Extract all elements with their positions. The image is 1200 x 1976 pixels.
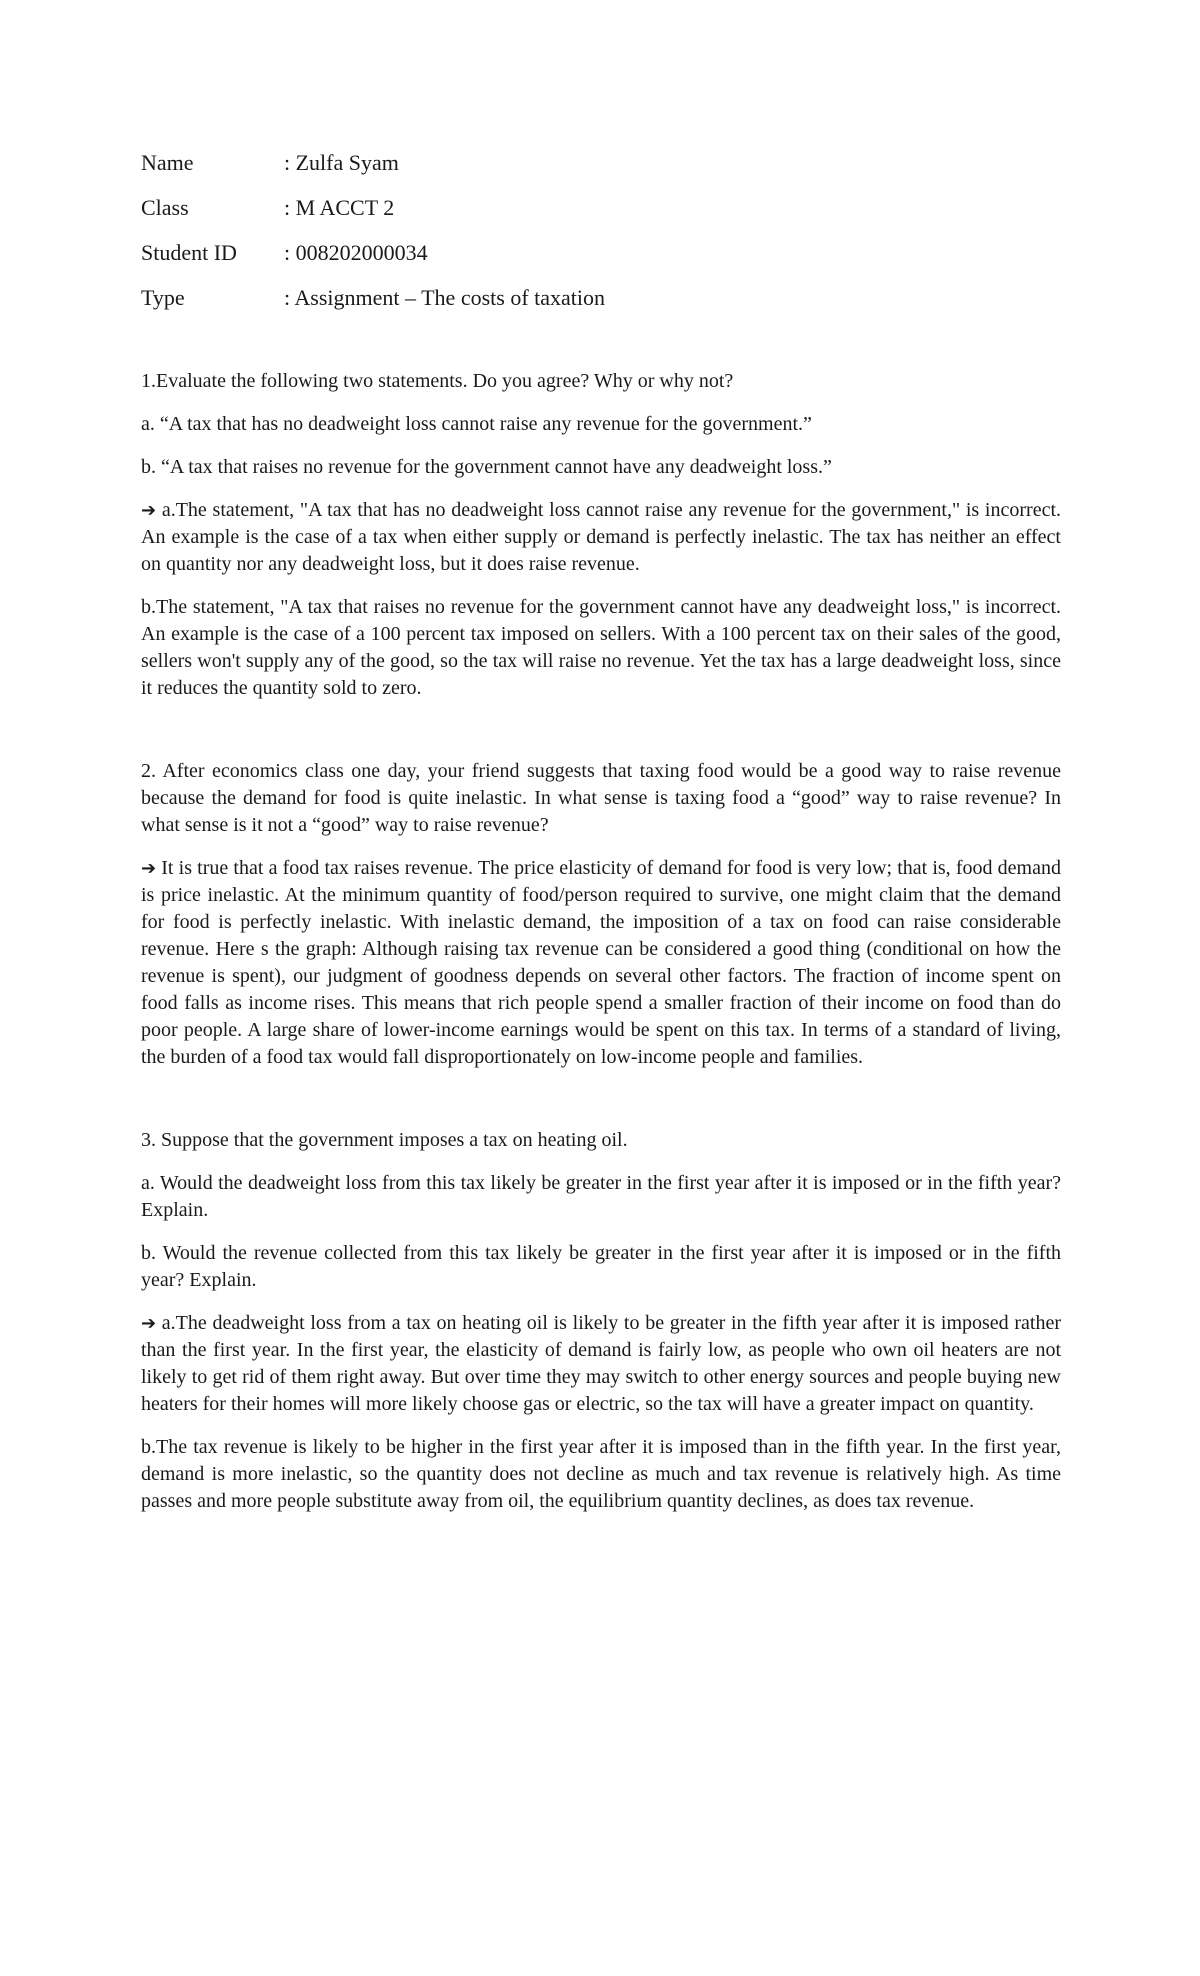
student-id-value: : 008202000034 (284, 239, 428, 265)
arrow-icon: ➔ (141, 858, 157, 879)
name-value: : Zulfa Syam (284, 149, 399, 175)
q1-answer-b: b.The statement, "A tax that raises no revenue for the government cannot have any deadweight loss," is incorrect. An example is the case of a 100 percent tax imposed on sellers. With a 100 percent tax on their sales of the good, sellers won't supply any of the good, so the tax will raise no revenue. Yet the tax has a large deadweight loss, since it reduces the quantity sold to zero. (141, 596, 1061, 699)
arrow-icon: ➔ (141, 500, 157, 521)
assignment-body (141, 368, 1061, 1531)
name-label: Name (141, 149, 194, 175)
q3-part-a: a. Would the deadweight loss from this tax likely be greater in the first year after it is imposed or in the fifth year? Explain. (141, 1172, 1061, 1221)
type-row (141, 275, 1041, 320)
q1-statement-b: b. “A tax that raises no revenue for the government cannot have any deadweight loss.” (141, 456, 832, 478)
q3-part-b: b. Would the revenue collected from this tax likely be greater in the first year after it is imposed or in the fifth year? Explain. (141, 1242, 1061, 1291)
q3-question: 3. Suppose that the government imposes a tax on heating oil. (141, 1129, 628, 1151)
arrow-icon: ➔ (141, 1313, 157, 1334)
q2-question: 2. After economics class one day, your friend suggests that taxing food would be a good way to raise revenue because the demand for food is quite inelastic. In what sense is taxing food a “good” way to raise revenue? In what sense is it not a “good” way to raise revenue? (141, 760, 1061, 836)
section-spacer (141, 1087, 1061, 1127)
name-row (141, 140, 1041, 185)
q2-answer (141, 855, 1061, 1071)
class-value: : M ACCT 2 (284, 194, 395, 220)
section-spacer (141, 718, 1061, 758)
class-label: Class (141, 194, 189, 220)
q3-answer-b: b.The tax revenue is likely to be higher in the first year after it is imposed than in the fifth year. In the first year, demand is more inelastic, so the quantity does not decline as much and tax revenue is relatively high. As time passes and more people substitute away from oil, the equilibrium quantity declines, as does tax revenue. (141, 1436, 1061, 1512)
student-info-header (141, 140, 1041, 320)
q1-statement-a: a. “A tax that has no deadweight loss cannot raise any revenue for the government.” (141, 413, 812, 435)
q1-answer-a (141, 497, 1061, 578)
student-id-label: Student ID (141, 239, 237, 265)
q3-answer-a (141, 1310, 1061, 1418)
student-id-row (141, 230, 1041, 275)
q2-answer-text: It is true that a food tax raises revenue. The price elasticity of demand for food is very low; that is, food demand is price inelastic. At the minimum quantity of food/person required to survive, one might claim that the demand for food is perfectly inelastic. With inelastic demand, the imposition of a tax on food can raise considerable revenue. Here s the graph: Although raising tax revenue can be considered a good thing (conditional on how the revenue is spent), our judgment of goodness depends on several other factors. The fraction of income spent on food falls as income rises. This means that rich people spend a smaller fraction of their income on food than do poor people. A large share of lower-income earnings would be spent on this tax. In terms of a standard of living, the burden of a food tax would fall disproportionately on low-income people and families. (141, 857, 1061, 1068)
q1-answer-a-text: a.The statement, "A tax that has no deadweight loss cannot raise any revenue for the government," is incorrect. An example is the case of a tax when either supply or demand is perfectly inelastic. The tax has neither an effect on quantity nor any deadweight loss, but it does raise revenue. (141, 499, 1061, 575)
type-label: Type (141, 284, 185, 310)
type-value: : Assignment – The costs of taxation (284, 284, 606, 310)
q3-answer-a-text: a.The deadweight loss from a tax on heating oil is likely to be greater in the fifth year after it is imposed rather than the first year. In the first year, the elasticity of demand is fairly low, as people who own oil heaters are not likely to get rid of them right away. But over time they may switch to other energy sources and people buying new heaters for their homes will more likely choose gas or electric, so the tax will have a greater impact on quantity. (141, 1312, 1061, 1415)
q1-question: 1.Evaluate the following two statements. Do you agree? Why or why not? (141, 370, 734, 392)
class-row (141, 185, 1041, 230)
